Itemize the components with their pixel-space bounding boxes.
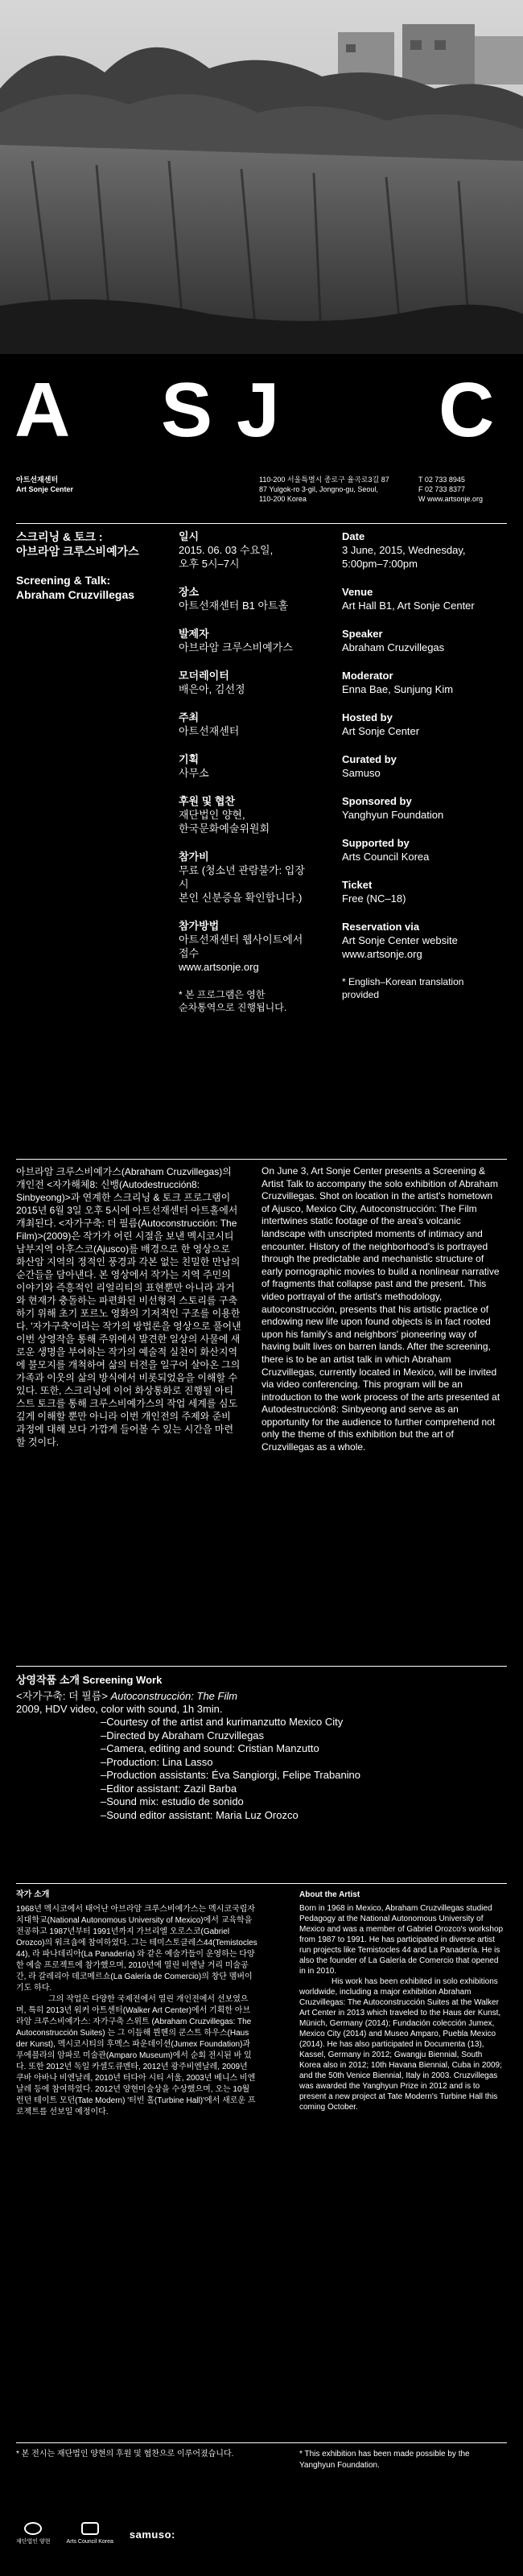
screening-meta: 2009, HDV video, color with sound, 1h 3min.: [16, 1703, 223, 1715]
artist-bio: [0, 1883, 523, 2414]
artist-heading-ko: 작가 소개: [16, 1890, 50, 1899]
credit-line: –Directed by Abraham Cruzvillegas: [101, 1729, 265, 1741]
title-ko-line1: 스크리닝 & 토크 :: [16, 530, 103, 543]
credit-line: –Production: Lina Lasso: [101, 1755, 213, 1768]
info-value: 아트선재센터 B1 아트홀: [179, 600, 289, 612]
info-value: 사무소: [179, 767, 209, 779]
info-label: 일시: [179, 530, 200, 542]
contact-info: [418, 475, 483, 504]
info-item: [179, 627, 307, 654]
credit-line: –Sound editor assistant: Maria Luz Orozco: [101, 1808, 299, 1821]
info-label: 발제자: [179, 628, 209, 640]
screening-title-ko: <자가구축: 더 필름>: [16, 1690, 108, 1702]
website-link[interactable]: W www.artsonje.org: [418, 495, 484, 503]
info-label: Reservation via: [342, 921, 420, 933]
info-value: Samuso: [342, 767, 381, 779]
info-label: Speaker: [342, 628, 383, 640]
yanghyun-mark-icon: [24, 2522, 42, 2535]
info-label: Ticket: [342, 879, 373, 891]
info-label: 장소: [179, 586, 200, 598]
center-name-ko: 아트선재센터: [16, 476, 59, 484]
info-item: [342, 794, 503, 822]
info-column-ko: [179, 530, 307, 1014]
info-value: 아브라암 크루스비예가스: [179, 641, 293, 653]
info-label: 후원 및 협찬: [179, 795, 236, 807]
title-en-line2: Abraham Cruzvillegas: [16, 588, 135, 601]
info-label: Supported by: [342, 837, 410, 849]
info-label: Moderator: [342, 670, 393, 682]
center-name: [16, 475, 73, 494]
artist-heading-en: About the Artist: [299, 1890, 360, 1899]
info-label: 참가비: [179, 851, 209, 863]
info-label: 주최: [179, 711, 200, 723]
info-value: Arts Council Korea: [342, 851, 430, 863]
artist-bio-en-para: His work has been exhibited in solo exhibitions worldwide, including a major exhibition Abraham Cruzvillegas: The Autoconstrucción Suites at the Walker Art Center in 2013 which traveled to the Haus der Kunst, Münich, Germany (2014); Fundación colección Jumex, Mexico City (2014) and Museo Amparo, Puebla Mexico (2014). He has also participated in Documenta (13), Kassel, Germany in 2012; Gwangju Biennial, South Korea also in 2012; 10th Havana Biennial, Cuba in 2009; and the 50th Venice Biennial, Italy in 2003. Cruzvillegas was awarded the Yanghyun Prize in 2012 and is to present a new project at Tate Modern's Turbine Hall this coming October.: [299, 1977, 502, 2112]
footer-note-ko: * 본 전시는 재단법인 양현의 후원 및 협찬으로 이루어졌습니다.: [16, 2450, 234, 2459]
address-line: 110-200 서울특별시 종로구 율곡로3길 87: [259, 476, 389, 484]
info-item: [342, 878, 503, 905]
event-info: [0, 523, 523, 1103]
credit-line: –Courtesy of the artist and kurimanzutto Mexico City: [101, 1716, 344, 1728]
info-value: Abraham Cruzvillegas: [342, 641, 445, 653]
credit-line: –Production assistants: Éva Sangiorgi, Felipe Trabanino: [101, 1769, 361, 1781]
info-item: [179, 530, 307, 571]
artist-bio-ko-para: 그의 작업은 다양한 국제전에서 열린 개인전에서 선보였으며, 특히 2013년 워커 아트센터(Walker Art Center)에서 기획한 아브라암 크루스비예가스: 자가구축 스위트 (Abraham Cruzvillegas: The Autoconstrucción Suites) 는 그 이듬해 뮌헨의 쿤스트 하우스(Haus der Kunst), 멕시코시티의 후멕스 파운데이션(Jumex Foundation)과 푸에블라의 암파로 미술관(Amparo Museum)에서 순회 전시된 바 있다. 또한 2012년 독일 카셀도큐멘타, 2012년 광주비엔날레, 2009년 쿠바 아바나 비엔날레, 2010년 터다아 시티 서울, 2003년 베니스 비엔날레 등에 참여하였다. 2012년 양현미술상을 수상했으며, 오는 10월 런던 테이트 모던(Tate Modern) '터빈 홀(Turbine Hall)'에서 새로운 프로젝트를 선보일 예정이다.: [16, 1995, 256, 2116]
info-label: 참가방법: [179, 920, 220, 932]
logo-letter-c: C: [439, 367, 495, 453]
arko-logo: Arts Council Korea: [67, 2522, 113, 2548]
samuso-logo: samuso:: [129, 2529, 175, 2541]
address-line: 110-200 Korea: [259, 495, 307, 503]
info-value: 2015. 06. 03 수요일, 오후 5시–7시: [179, 544, 274, 570]
info-value: Art Sonje Center: [342, 725, 420, 737]
info-item: [179, 794, 307, 835]
info-value: 아트선재센터: [179, 725, 240, 737]
title-en-line1: Screening & Talk:: [16, 574, 111, 587]
credits-list: [101, 1716, 360, 1822]
info-label: Sponsored by: [342, 795, 412, 807]
info-label: 모더레이터: [179, 670, 229, 682]
title-ko-line2: 아브라암 크루스비예가스: [16, 545, 139, 558]
footer: [0, 2442, 523, 2576]
info-label: Date: [342, 530, 365, 542]
screening-title: [16, 1690, 237, 1703]
info-item: [179, 711, 307, 738]
info-item: [179, 585, 307, 612]
footer-note-en: * This exhibition has been made possible by the Yanghyun Foundation.: [299, 2450, 470, 2470]
yanghyun-logo: 재단법인 양현: [16, 2522, 51, 2548]
logo-letters-sj: SJ: [161, 367, 304, 453]
info-item: [342, 752, 503, 780]
artist-bio-ko: [16, 1890, 257, 2118]
center-name-en: Art Sonje Center: [16, 485, 74, 493]
info-item: [179, 752, 307, 780]
info-label: Venue: [342, 586, 373, 598]
info-item: [342, 669, 503, 696]
info-value: 아트선재센터 웹사이트에서 접수 www.artsonje.org: [179, 934, 303, 973]
artist-bio-en: [299, 1890, 504, 2112]
fax: F 02 733 8377: [418, 485, 466, 493]
info-item: [179, 850, 307, 905]
info-value: Enna Bae, Sunjung Kim: [342, 683, 454, 695]
address-line: 87 Yulgok-ro 3-gil, Jongno-gu, Seoul,: [259, 485, 378, 493]
info-column-en: [342, 530, 503, 1001]
hero-photo: [0, 0, 523, 354]
info-item: [342, 920, 503, 961]
description-ko: 아브라암 크루스비예가스(Abraham Cruzvillegas)의 개인전 <자가해체8: 신뱅(Autodestrucción8: Sinbyeong)>과 연계한 스크리닝 & 토크 프로그램이 2015년 6월 3일 오후 5시에 아트선재센터 아트홀에서 개최된다. <자가구축: 더 필름(Autoconstrucción: The Film)>(2009)은 작가가 어린 시절을 보낸 멕시코시티 남부지역 아후스코(Ajusco)를 배경으로 한 영상으로 화산암 지역의 정적인 풍경과 각본 없는 친밀한 만남의 순간들을 담아낸다. 본 영상에서 작가는 지역 주민의 이야기와 즉흥적인 리얼리티의 표현뿐만 아니라 과거와 현재가 충돌하는 파편화된 비선형적 스토리를 구축하기 위해 초기 포르노 영화의 기저적인 구조를 이용한다. '자가구축'이라는 작가의 방법론을 영상으로 풀어낸 이번 상영작을 통해 주위에서 발견한 일상의 사물에 새로운 생명을 부여하는 작가의 예술적 실천이 화산지역에 불모지를 개척하여 삶의 터전을 일구어 살아온 그의 가족과 이웃의 삶의 방식에서 비롯되었음을 이해할 수 있다. 또한, 스크리닝에 이어 화상통화로 진행될 아티스트 토크를 통해 크루스비예가스의 작업 세계를 심도 깊게 이해할 뿐만 아니라 이번 개인전의 주제와 준비 과정에 대해 보다 가깝게 들어볼 수 있는 시간을 마련할 것이다.: [16, 1166, 241, 1448]
info-value: 배은아, 김선정: [179, 683, 245, 695]
info-item: [179, 919, 307, 974]
cliff-landscape-image: [0, 0, 523, 354]
info-value: Art Sonje Center website www.artsonje.org: [342, 934, 458, 960]
phone: T 02 733 8945: [418, 476, 465, 484]
info-item: [342, 585, 503, 612]
postal-address: [259, 475, 389, 504]
logo: [0, 362, 523, 459]
info-note: * English–Korean translation provided: [342, 976, 464, 1000]
logo-letter-a: A: [14, 367, 71, 453]
description-en: On June 3, Art Sonje Center presents a Screening & Artist Talk to accompany the solo exhibition of Abraham Cruzvillegas. Shot on location in the artist's hometown of Ajusco, Mexico City, Autoconstrucción: The Film intertwines static footage of the area's volcanic landscape with unscripted moments of intimacy and encounter. History of the neighborhood's is portrayed through the predictable and mechanistic structure of early pornographic movies to build a nonlinear narrative of fragments that collapse past and the present. This video portrayal of the artist's methodology, autoconstrucción, presents that his artistic practice of endowing new life upon found objects is in fact rooted upon his family's and neighbors' pioneering way of having built lives on barren lands. After the screening, there is to be an artist talk in which Abraham Cruzvillegas, currently located in Mexico, will be invited via video conferencing. This program will be an introduction to the work process of the arts presented at Autodestrucción8: Sinbyeong and serve as an opportunity for the audience to further comprehend not only the theme of this exhibition but the art of Cruzvillegas as a whole.: [262, 1165, 500, 1453]
info-value: 3 June, 2015, Wednesday, 5:00pm–7:00pm: [342, 544, 466, 570]
info-item: [342, 711, 503, 738]
address-block: [0, 475, 523, 515]
artist-bio-ko-para: 1968년 멕시코에서 태어난 아브라암 크루스비예가스는 멕시코국립자치대학교(National Autonomous University of Mexico)에서 교육학을 전공하고 1987년부터 1991년까지 가브리엘 오로스코(Gabriel Orozco)의 워크숍에 참여하였다. 그는 테미스토클레스44(Temistocles 44), 라 파나데리아(La Panadería) 와 같은 예술가들이 운영하는 다양한 예술 프로젝트에 참가했으며, 2010년에 열린 비엔날 거리 미술공간, 라 갈레리아 데코메르쇼(La Galería de Comercio)의 창단 멤버이기도 하다.: [16, 1905, 257, 1993]
description: [0, 1159, 523, 1642]
artist-bio-en-para: Born in 1968 in Mexico, Abraham Cruzvillegas studied Pedagogy at the National Autonomous University of Mexico and was a member of Gabriel Orozco's workshop from 1987 to 1991. He has participated in diverse artist run projects like Temistocles 44 and La Panadería. He is also the founder of La Galería de Comercio that opened in in 2010.: [299, 1904, 504, 1976]
info-note: * 본 프로그램은 영한 순차통역으로 진행됩니다.: [179, 989, 287, 1013]
info-label: 기획: [179, 753, 200, 765]
info-item: [342, 836, 503, 863]
info-value: Yanghyun Foundation: [342, 809, 444, 821]
info-item: [342, 627, 503, 654]
info-value: 재단법인 양현, 한국문화예술위원회: [179, 809, 270, 835]
screening-heading: 상영작품 소개 Screening Work: [16, 1674, 163, 1686]
info-item: [342, 530, 503, 571]
info-label: Hosted by: [342, 711, 393, 723]
info-value: Free (NC–18): [342, 892, 406, 905]
credit-line: –Camera, editing and sound: Cristian Manzutto: [101, 1742, 319, 1754]
screening-title-en: Autoconstrucción: The Film: [110, 1690, 238, 1702]
credit-line: –Editor assistant: Zazil Barba: [101, 1782, 237, 1795]
event-title: [16, 530, 153, 602]
credit-line: –Sound mix: estudio de sonido: [101, 1795, 244, 1807]
arko-mark-icon: [81, 2522, 99, 2535]
sponsor-logos: [16, 2523, 175, 2547]
info-value: 무료 (청소년 관람불가: 입장 시 본인 신분증을 확인합니다.): [179, 864, 305, 904]
info-value: Art Hall B1, Art Sonje Center: [342, 600, 475, 612]
screening-work: [0, 1666, 523, 1875]
info-item: [179, 669, 307, 696]
info-label: Curated by: [342, 753, 397, 765]
